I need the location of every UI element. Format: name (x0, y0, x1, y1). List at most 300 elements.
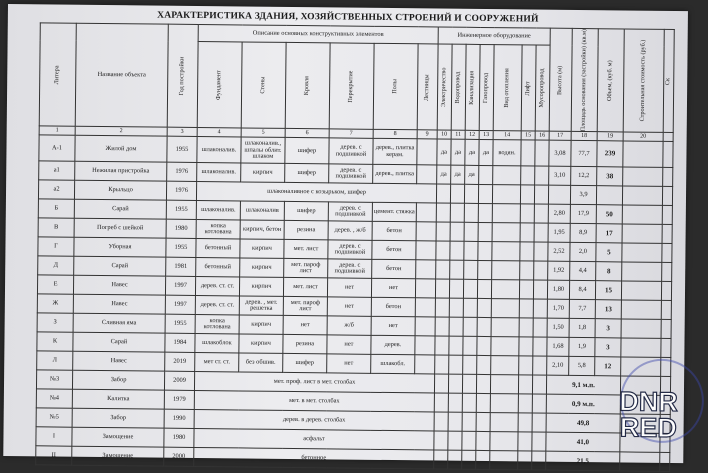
cell-sewer (462, 375, 476, 394)
cell-volume (596, 186, 622, 205)
cell-roof: шифер (284, 202, 328, 221)
cell-year: 1980 (166, 220, 196, 239)
cell-year: 1990 (164, 410, 194, 429)
cell-area: 2,0 (570, 243, 596, 262)
column-number: 4 (197, 128, 241, 137)
cell-lit: В (38, 218, 74, 237)
cell-water (450, 185, 464, 204)
cell-gas (478, 242, 492, 261)
cell-cost (621, 338, 661, 357)
cell-garbage (532, 413, 546, 432)
cell-year: 1955 (165, 315, 195, 334)
cell-roof: шифер (285, 164, 329, 183)
cell-water (448, 413, 462, 432)
cell-cost (622, 262, 662, 281)
cell-found: шлакоблок (195, 334, 239, 353)
cell-gas: да (479, 140, 493, 166)
cell-volume: 15 (595, 281, 621, 300)
cell-water (449, 280, 463, 299)
cell-volume: 239 (597, 141, 623, 167)
cell-year: 1981 (166, 258, 196, 277)
cell-heat (490, 394, 518, 413)
cell-sewer (464, 261, 478, 280)
cell-span: асфальт (194, 429, 434, 451)
header-roof: Кровля (285, 43, 330, 130)
cell-extra: 9,1 м.п. (546, 376, 620, 396)
header-object-name: Название объекта (75, 23, 168, 127)
cell-overlap: ж/б (327, 316, 371, 335)
cell-lit: а2 (38, 180, 74, 199)
cell-year: 1976 (167, 163, 197, 182)
cell-stairs (415, 317, 435, 336)
cell-lit: II (36, 446, 72, 465)
cell-lift (520, 185, 534, 204)
cell-lift (521, 166, 535, 185)
cell-overlap: дерев. с подшивкой (328, 240, 372, 259)
cell-overlap: нет (327, 278, 371, 297)
cell-lit: №5 (36, 408, 72, 427)
cell-name: Жилой дом (75, 136, 167, 163)
cell-garbage (535, 166, 549, 185)
cell-gas (478, 185, 492, 204)
cell-gas (477, 280, 491, 299)
header-foundation: Фундамент (197, 42, 242, 129)
column-number: 9 (417, 130, 437, 139)
cell-roof: шифер (285, 138, 329, 164)
cell-volume: 17 (596, 224, 622, 243)
cell-lit: А-1 (39, 135, 75, 161)
cell-year: 2019 (165, 353, 195, 372)
cell-span: мет. в мет. столбах (194, 391, 434, 413)
cell-roof: мет. лист (284, 240, 328, 259)
column-number: 14 (493, 131, 521, 140)
header-engineering-group: Инженерное оборудование (438, 27, 550, 45)
cell-name: Навес (73, 352, 165, 372)
cell-name: Замощение (72, 447, 164, 467)
cell-garbage (534, 204, 548, 223)
cell-heat (491, 356, 519, 375)
cell-overlap: нет (327, 354, 371, 373)
cell-overlap: дерев. с подшивкой (329, 138, 373, 164)
cell-el (436, 203, 450, 222)
cell-extra: 41,0 (546, 433, 620, 453)
cell-stairs (416, 222, 436, 241)
cell-gas (479, 166, 493, 185)
cell-lift (519, 280, 533, 299)
header-walls: Стены (241, 42, 286, 129)
cell-roof: нет (283, 316, 327, 335)
cell-walls: кирпич (241, 163, 285, 182)
cell-extra: 0,9 м.п. (546, 395, 620, 415)
cell-stairs (415, 279, 435, 298)
column-number: 18 (571, 132, 597, 141)
cell-el (435, 336, 449, 355)
cell-gas (476, 451, 490, 470)
column-number: 10 (437, 130, 451, 139)
cell-garbage (533, 280, 547, 299)
cell-name: Крыльцо (74, 181, 166, 201)
cell-name: Уборная (74, 238, 166, 258)
cell-garbage (533, 337, 547, 356)
cell-heat (492, 223, 520, 242)
column-number: 1 (39, 126, 75, 135)
cell-span: шлаконаливное с козырьком, шифер (196, 182, 436, 204)
cell-water (448, 451, 462, 470)
cell-span: мет. проф. лист в мет. столбах (194, 372, 434, 394)
cell-el: да (437, 139, 451, 165)
cell-found: шлаконалив. (196, 201, 240, 220)
cell-height: 3,08 (549, 141, 571, 167)
cell-col21 (661, 282, 671, 301)
cell-sewer: да (465, 140, 479, 166)
header-heating: Вид отопления (493, 45, 522, 131)
cell-stairs (416, 241, 436, 260)
cell-walls: кирпич (239, 334, 283, 353)
cell-heat (491, 280, 519, 299)
cell-water (448, 432, 462, 451)
cell-el (434, 393, 448, 412)
cell-height: 2,10 (547, 357, 569, 376)
cell-name: Забор (72, 409, 164, 429)
cell-garbage (533, 318, 547, 337)
cell-year: 1955 (166, 201, 196, 220)
cell-year: 1984 (165, 334, 195, 353)
cell-found: шлаконалив. (197, 137, 241, 163)
cell-sewer (464, 204, 478, 223)
column-number (663, 133, 673, 142)
cell-span: бетонное (194, 448, 434, 470)
cell-cost (622, 224, 662, 243)
cell-gas (476, 432, 490, 451)
cell-floors: дерев., плитка (373, 165, 417, 184)
cell-floors: дерев., плитка керам. (373, 139, 417, 165)
cell-walls: без обшив. (239, 353, 283, 372)
cell-cost (621, 319, 661, 338)
cell-found: шлаконалив. (197, 163, 241, 182)
cell-year: 2000 (164, 448, 194, 467)
header-lift: Лифт (521, 45, 536, 131)
cell-lift (518, 432, 532, 451)
cell-el (436, 184, 450, 203)
cell-col21 (663, 168, 673, 187)
cell-walls: кирпич (239, 315, 283, 334)
cell-heat (492, 204, 520, 223)
cell-el: да (437, 165, 451, 184)
cell-heat (490, 375, 518, 394)
cell-gas (477, 318, 491, 337)
header-water: Водопровод (451, 44, 466, 130)
header-cost: Строительная стоимость (руб.) (623, 29, 664, 133)
cell-name: Навес (73, 295, 165, 315)
cell-volume: 3 (595, 319, 621, 338)
cell-heat (491, 337, 519, 356)
cell-stairs (417, 165, 437, 184)
cell-found: дерев. ст. ст. (195, 296, 239, 315)
cell-height: 1,80 (547, 281, 569, 300)
cell-water (448, 394, 462, 413)
header-height: Высота (м) (549, 28, 572, 132)
cell-garbage (534, 261, 548, 280)
column-number: 2 (75, 127, 167, 137)
cell-name: Сарай (74, 200, 166, 220)
cell-lift (520, 261, 534, 280)
header-volume: Объем, (куб. м) (597, 29, 624, 133)
cell-heat: водян. (493, 140, 521, 166)
cell-cost (620, 452, 660, 471)
cell-garbage (532, 394, 546, 413)
cell-lift (518, 451, 532, 470)
cell-lit: Б (38, 199, 74, 218)
cell-name: Сливная яма (73, 314, 165, 334)
cell-cost (623, 141, 663, 167)
cell-area: 12,2 (571, 167, 597, 186)
cell-lit: I (36, 427, 72, 446)
cell-area: 4,4 (570, 262, 596, 281)
cell-height: 3,10 (549, 167, 571, 186)
header-overlap: Перекрытие (329, 43, 374, 130)
cell-col21 (662, 244, 672, 263)
cell-gas (478, 204, 492, 223)
cell-year: 1980 (164, 429, 194, 448)
cell-gas (478, 223, 492, 242)
table-body (36, 135, 673, 472)
cell-cost (623, 167, 663, 186)
column-number: 13 (479, 131, 493, 140)
cell-el (436, 241, 450, 260)
cell-lift (519, 337, 533, 356)
cell-gas (477, 337, 491, 356)
header-area: Площадь основания (застройки) (кв.м) (571, 28, 598, 132)
cell-lit: Д (38, 256, 74, 275)
header-electricity: Электричество (437, 44, 452, 130)
cell-found: копка котлована (196, 220, 240, 239)
cell-roof: мет. лист (283, 278, 327, 297)
cell-heat (492, 185, 520, 204)
column-number: 17 (549, 132, 571, 141)
cell-found: дерев. ст. ст. (195, 277, 239, 296)
column-number: 5 (241, 128, 285, 137)
cell-lit: №3 (36, 370, 72, 389)
cell-el (435, 279, 449, 298)
cell-lit: а1 (39, 161, 75, 180)
cell-sewer: да (465, 166, 479, 185)
header-sewer: Канализация (465, 45, 480, 131)
cell-floors: бетон (371, 298, 415, 317)
cell-year: 2009 (164, 372, 194, 391)
cell-roof: мет. пароф лист (284, 259, 328, 278)
cell-stairs (416, 260, 436, 279)
cell-stairs (416, 203, 436, 222)
cell-overlap: дерев. с подшивкой (328, 259, 372, 278)
cell-found: бетонный (196, 239, 240, 258)
cell-garbage (532, 432, 546, 451)
cell-sewer (462, 451, 476, 470)
cell-sewer (463, 356, 477, 375)
cell-col21 (662, 263, 672, 282)
cell-year: 1955 (167, 137, 197, 163)
cell-span: дерев. в дерев. столбах (194, 410, 434, 432)
cell-col21 (663, 142, 673, 168)
cell-cost (622, 205, 662, 224)
cell-garbage (533, 356, 547, 375)
cell-lit: К (37, 332, 73, 351)
cell-floors: бетон (372, 241, 416, 260)
cell-height: 1,70 (547, 300, 569, 319)
cell-area: 5,8 (569, 357, 595, 376)
cell-col21 (661, 339, 671, 358)
cell-garbage (532, 375, 546, 394)
cell-heat (491, 318, 519, 337)
column-number: 19 (597, 132, 623, 141)
column-number: 6 (285, 129, 329, 138)
cell-volume: 12 (595, 357, 621, 376)
cell-heat (490, 432, 518, 451)
cell-cost (621, 281, 661, 300)
cell-heat (491, 299, 519, 318)
cell-area: 3,9 (570, 186, 596, 205)
cell-garbage (535, 140, 549, 166)
column-number: 11 (451, 131, 465, 140)
cell-water (449, 337, 463, 356)
cell-extra: 49,8 (546, 414, 620, 434)
cell-walls: кирпич (240, 239, 284, 258)
cell-name: Замощение (72, 428, 164, 448)
cell-lift (520, 204, 534, 223)
cell-walls: кирпич, бетон (240, 220, 284, 239)
cell-walls: шлаконалив., шпалы облит. шлаком (241, 137, 285, 163)
cell-water (449, 318, 463, 337)
header-construction-group: Описание основных конструктивных элементов (198, 24, 438, 44)
cell-area: 8,4 (569, 281, 595, 300)
cell-lift (518, 375, 532, 394)
cell-stairs (415, 298, 435, 317)
cell-height (548, 186, 570, 205)
cell-walls: кирпич (240, 258, 284, 277)
header-stairs: Лестницы (417, 44, 438, 130)
cell-height: 1,92 (548, 262, 570, 281)
cell-garbage (532, 451, 546, 470)
cell-heat (492, 261, 520, 280)
cell-name: Навес (73, 276, 165, 296)
cell-el (435, 298, 449, 317)
cell-cost (622, 243, 662, 262)
cell-overlap: дерев. с подшивкой (329, 164, 373, 183)
header-litera: Литера (39, 23, 76, 127)
cell-lit: Г (38, 237, 74, 256)
cell-col21 (662, 225, 672, 244)
cell-col21 (661, 301, 671, 320)
cell-lift (520, 242, 534, 261)
cell-garbage (534, 223, 548, 242)
cell-height: 1,50 (547, 319, 569, 338)
cell-sewer (463, 299, 477, 318)
cell-roof: шифер (283, 354, 327, 373)
cell-water (450, 261, 464, 280)
column-number: 3 (167, 128, 197, 137)
cell-cost (622, 186, 662, 205)
cell-walls: шлаконалив (240, 201, 284, 220)
cell-el (434, 412, 448, 431)
cell-height: 2,52 (548, 243, 570, 262)
cell-lit: Е (37, 275, 73, 294)
cell-year: 1997 (165, 296, 195, 315)
cell-roof: резина (284, 221, 328, 240)
building-table (35, 22, 675, 472)
cell-col21 (662, 187, 672, 206)
column-number: 7 (329, 129, 373, 138)
cell-el (436, 222, 450, 241)
cell-volume: 5 (596, 243, 622, 262)
cell-gas (477, 356, 491, 375)
header-gas: Газопровод (479, 45, 494, 131)
document-sheet (3, 4, 688, 463)
cell-overlap: дерев. , ж/б (328, 221, 372, 240)
cell-name: Погреб с шейкой (74, 219, 166, 239)
cell-area: 1,9 (569, 338, 595, 357)
cell-garbage (533, 299, 547, 318)
cell-garbage (534, 185, 548, 204)
cell-el (435, 355, 449, 374)
column-number: 8 (373, 130, 417, 139)
cell-height: 1,68 (547, 338, 569, 357)
cell-found: бетонный (196, 258, 240, 277)
header-col21: Ск (663, 29, 674, 132)
cell-area: 1,8 (569, 319, 595, 338)
cell-found: копка котлована (195, 315, 239, 334)
cell-col21 (661, 320, 671, 339)
cell-overlap: нет (327, 335, 371, 354)
cell-water (450, 204, 464, 223)
cell-gas (476, 413, 490, 432)
watermark-logo: DNR RED (619, 386, 679, 444)
cell-lift (519, 318, 533, 337)
document-title: ХАРАКТЕРИСТИКА ЗДАНИЯ, ХОЗЯЙСТВЕННЫХ СТРОЕНИЙ И СООРУЖЕНИЙ (157, 10, 539, 25)
cell-heat (490, 413, 518, 432)
cell-garbage (534, 242, 548, 261)
cell-year: 1976 (166, 182, 196, 201)
cell-lit: Ж (37, 294, 73, 313)
cell-stairs (415, 355, 435, 374)
cell-volume: 50 (596, 205, 622, 224)
cell-el (434, 431, 448, 450)
cell-col21 (662, 206, 672, 225)
cell-heat (490, 451, 518, 470)
cell-lit: З (37, 313, 73, 332)
cell-water (449, 356, 463, 375)
column-number: 12 (465, 131, 479, 140)
cell-volume: 13 (595, 300, 621, 319)
cell-water (448, 375, 462, 394)
cell-sewer (463, 337, 477, 356)
cell-el (434, 450, 448, 469)
cell-floors: шлакобл. (371, 355, 415, 374)
cell-year: 1955 (166, 239, 196, 258)
cell-height: 2,80 (548, 205, 570, 224)
cell-lift (520, 223, 534, 242)
cell-area: 8,9 (570, 224, 596, 243)
cell-floors: бетон (372, 222, 416, 241)
cell-year: 1997 (165, 277, 195, 296)
cell-name: Нежилая пристройка (75, 162, 167, 182)
cell-volume: 38 (597, 167, 623, 186)
cell-el (435, 317, 449, 336)
cell-walls: кирпич (239, 277, 283, 296)
cell-volume: 3 (595, 338, 621, 357)
cell-name: Забор (72, 371, 164, 391)
cell-sewer (462, 394, 476, 413)
cell-water: да (451, 166, 465, 185)
cell-name: Сарай (74, 257, 166, 277)
